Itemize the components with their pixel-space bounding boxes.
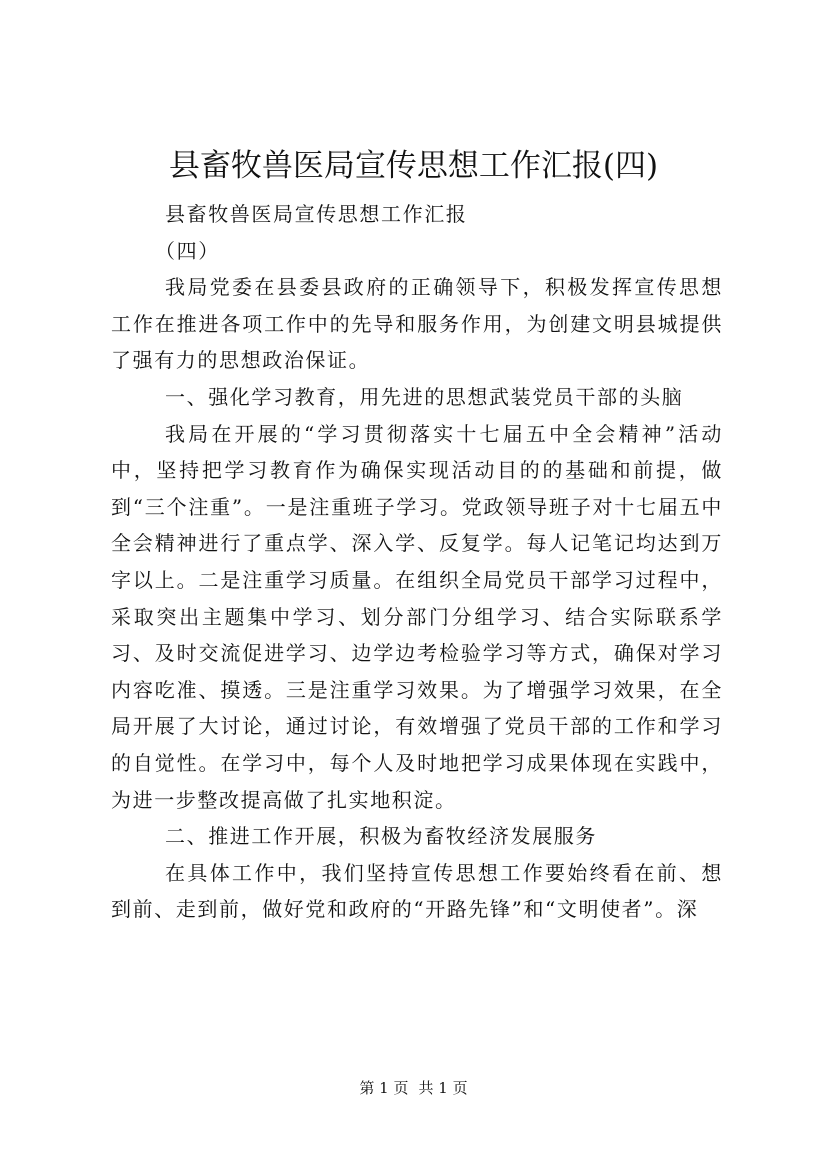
subtitle: 县畜牧兽医局宣传思想工作汇报 [165,202,468,226]
page-total: 共 1 页 [418,1079,468,1097]
document-body [111,196,723,928]
section-heading: 二、推进工作开展，积极为畜牧经济发展服务 [165,824,597,849]
document-title: 县畜牧兽医局宣传思想工作汇报(四) [168,148,659,184]
page-number: 第 1 页 [359,1079,409,1097]
section-heading: 一、强化学习教育，用先进的思想武装党员干部的头脑 [165,384,684,409]
body-paragraph: 在具体工作中，我们坚持宣传思想工作要始终看在前、想到前、走到前，做好党和政府的“开路先锋”和“文明使者”。深 [111,860,723,922]
body-paragraph: 我局党委在县委县政府的正确领导下，积极发挥宣传思想工作在推进各项工作中的先导和服务作用，为创建文明县城提供了强有力的思想政治保证。 [111,275,723,373]
page-footer [0,1078,827,1098]
body-paragraph: 我局在开展的“学习贯彻落实十七届五中全会精神”活动中，坚持把学习教育作为确保实现活动目的的基础和前提，做到“三个注重”。一是注重班子学习。党政领导班子对十七届五中全会精神进行了重点学、深入学、反复学。每人记笔记均达到万字以上。二是注重学习质量。在组织全局党员干部学习过程中，采取突出主题集中学习、划分部门分组学习、结合实际联系学习、及时交流促进学习、边学边考检验学习等方式，确保对学习内容吃准、摸透。三是注重学习效果。为了增强学习效果，在全局开展了大讨论，通过讨论，有效增强了党员干部的工作和学习的自觉性。在学习中，每个人及时地把学习成果体现在实践中，为进一步整改提高做了扎实地积淀。 [111,421,723,812]
subtitle-number: （四） [155,238,220,263]
